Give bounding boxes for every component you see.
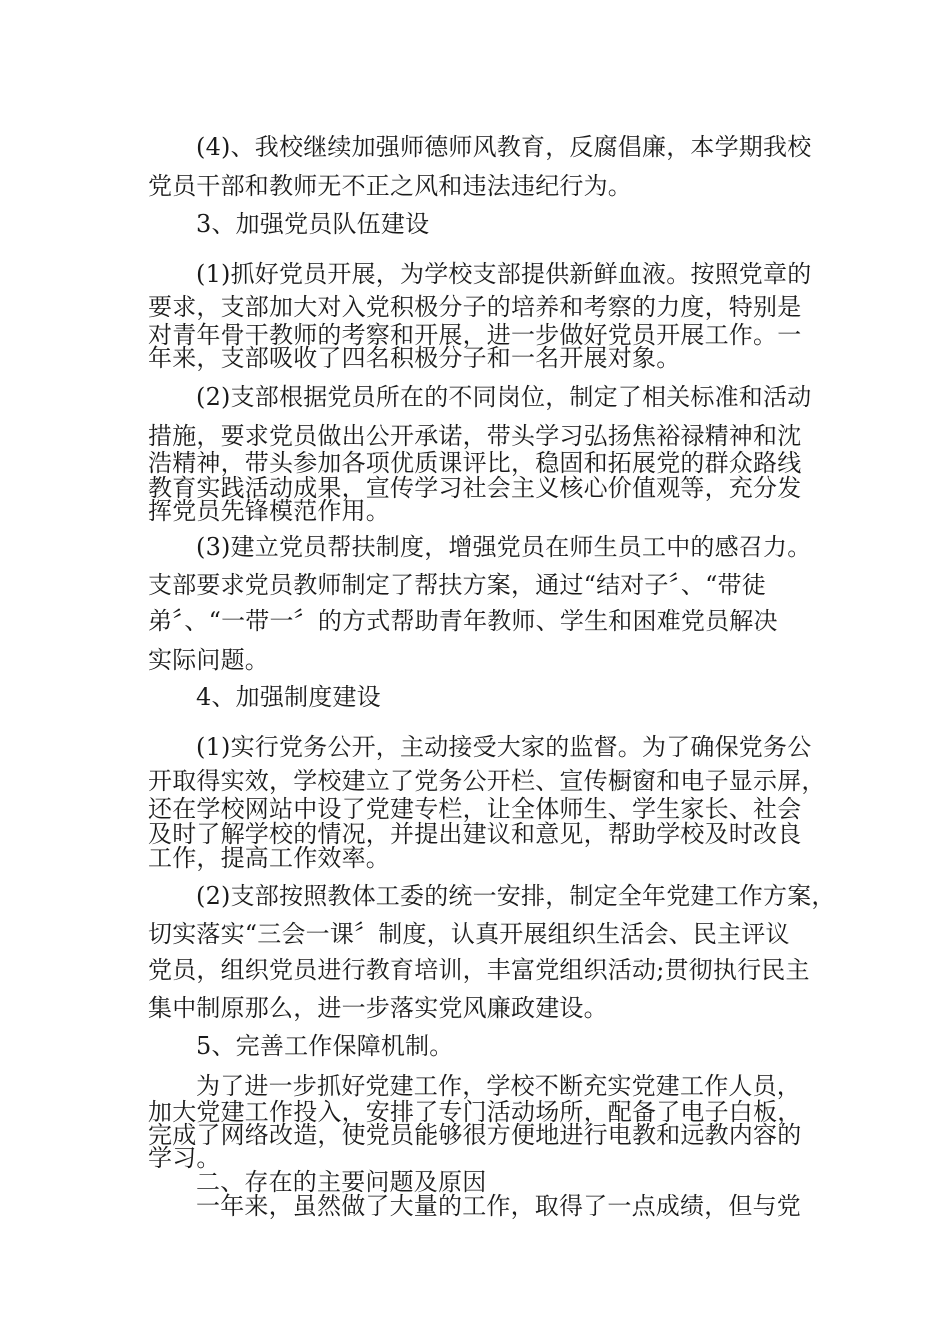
text-line: 为了进一步抓好党建工作，学校不断充实党建工作人员， bbox=[196, 1072, 801, 1100]
text-line: 年来，支部吸收了四名积极分子和一名开展对象。 bbox=[148, 344, 681, 372]
text-line: 及时了解学校的情况，并提出建议和意见，帮助学校及时改良 bbox=[148, 820, 802, 848]
text-line: (2)支部根据党员所在的不同岗位，制定了相关标准和活动 bbox=[196, 383, 812, 411]
text-line: 党员，组织党员进行教育培训，丰富党组织活动;贯彻执行民主 bbox=[148, 956, 810, 984]
text-line: 工作，提高工作效率。 bbox=[148, 844, 390, 872]
section-heading: 3、加强党员队伍建设 bbox=[196, 210, 430, 238]
text-line: 党员干部和教师无不正之风和违法违纪行为。 bbox=[148, 172, 632, 200]
text-line: 教育实践活动成果，宣传学习社会主义核心价值观等，充分发 bbox=[148, 474, 802, 502]
text-line: 学习。 bbox=[148, 1144, 221, 1172]
text-line: 挥党员先锋模范作用。 bbox=[148, 497, 390, 525]
text-line: 开取得实效，学校建立了党务公开栏、宣传橱窗和电子显示屏， bbox=[148, 767, 826, 795]
text-line: (1)实行党务公开，主动接受大家的监督。为了确保党务公 bbox=[196, 733, 812, 761]
text-line: (4)、我校继续加强师德师风教育，反腐倡廉，本学期我校 bbox=[196, 133, 812, 161]
text-line: 还在学校网站中设了党建专栏，让全体师生、学生家长、社会 bbox=[148, 795, 802, 823]
text-line: 集中制原那么，进一步落实党风廉政建设。 bbox=[148, 994, 608, 1022]
text-line: 支部要求党员教师制定了帮扶方案，通过“结对子〞、“带徒 bbox=[148, 571, 766, 599]
text-line: 措施，要求党员做出公开承诺，带头学习弘扬焦裕禄精神和沈 bbox=[148, 422, 802, 450]
section-heading: 二、存在的主要问题及原因 bbox=[196, 1168, 487, 1196]
text-line: 完成了网络改造，使党员能够很方便地进行电教和远教内容的 bbox=[148, 1121, 802, 1149]
text-line: 要求，支部加大对入党积极分子的培养和考察的力度，特别是 bbox=[148, 293, 802, 321]
text-line: 一年来，虽然做了大量的工作，取得了一点成绩，但与党 bbox=[196, 1192, 801, 1220]
text-line: 对青年骨干教师的考察和开展，进一步做好党员开展工作。一 bbox=[148, 321, 802, 349]
section-heading: 4、加强制度建设 bbox=[196, 683, 381, 711]
text-line: 浩精神，带头参加各项优质课评比，稳固和拓展党的群众路线 bbox=[148, 449, 802, 477]
section-heading: 5、完善工作保障机制。 bbox=[196, 1032, 454, 1060]
text-line: (1)抓好党员开展，为学校支部提供新鲜血液。按照党章的 bbox=[196, 260, 812, 288]
text-line: 切实落实“三会一课〞制度，认真开展组织生活会、民主评议 bbox=[148, 920, 790, 948]
text-line: 加大党建工作投入，安排了专门活动场所，配备了电子白板， bbox=[148, 1098, 802, 1126]
text-line: 弟〞、“一带一〞的方式帮助青年教师、学生和困难党员解决 bbox=[148, 607, 778, 635]
text-line: 实际问题。 bbox=[148, 646, 269, 674]
text-line: (3)建立党员帮扶制度，增强党员在师生员工中的感召力。 bbox=[196, 533, 812, 561]
text-line: (2)支部按照教体工委的统一安排，制定全年党建工作方案， bbox=[196, 882, 836, 910]
